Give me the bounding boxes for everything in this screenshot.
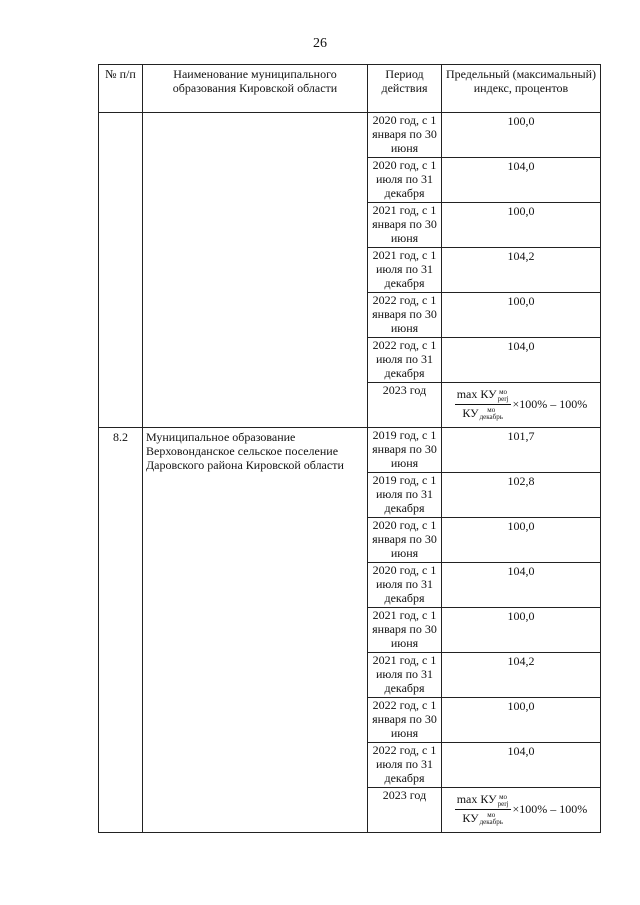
index-value: 100,0 <box>442 203 601 248</box>
formula-denominator: КУ <box>462 405 479 420</box>
index-value: 104,0 <box>442 158 601 203</box>
row-number <box>99 113 143 428</box>
period-cell: 2019 год, с 1 июля по 31 декабря <box>368 473 442 518</box>
formula-den-sup: мо <box>487 405 496 414</box>
index-value: 100,0 <box>442 113 601 158</box>
formula-rest: ×100% – 100% <box>512 802 588 816</box>
period-cell: 2022 год, с 1 января по 30 июня <box>368 293 442 338</box>
index-value: 100,0 <box>442 608 601 653</box>
index-value: 104,0 <box>442 743 601 788</box>
formula-den-sub: декабрь <box>479 412 503 421</box>
period-cell: 2022 год, с 1 июля по 31 декабря <box>368 338 442 383</box>
index-formula-cell <box>442 788 601 833</box>
formula-num-sub: perj <box>497 394 509 403</box>
period-cell: 2021 год, с 1 июля по 31 декабря <box>368 248 442 293</box>
period-cell: 2022 год, с 1 июля по 31 декабря <box>368 743 442 788</box>
formula-den-sup: мо <box>487 810 496 819</box>
header-name: Наименование муниципального образования Кировской области <box>143 65 368 113</box>
formula-rest: ×100% – 100% <box>512 397 588 411</box>
period-cell: 2020 год, с 1 января по 30 июня <box>368 518 442 563</box>
formula-num-sup: мо <box>499 387 508 396</box>
header-num: № п/п <box>99 65 143 113</box>
period-cell: 2021 год, с 1 июля по 31 декабря <box>368 653 442 698</box>
period-cell: 2022 год, с 1 января по 30 июня <box>368 698 442 743</box>
period-cell: 2023 год <box>368 788 442 833</box>
index-value: 104,2 <box>442 653 601 698</box>
municipality-name: Муниципальное образование Верховонданское сельское поселение Даровского района Кировской области <box>143 428 368 833</box>
index-formula <box>442 384 600 424</box>
header-index: Предельный (максимальный) индекс, процентов <box>442 65 601 113</box>
formula-num-sup: мо <box>499 792 508 801</box>
index-value: 104,2 <box>442 248 601 293</box>
index-value: 101,7 <box>442 428 601 473</box>
page-number: 26 <box>313 36 327 51</box>
table-row <box>99 113 601 158</box>
table-row <box>99 428 601 473</box>
index-value: 100,0 <box>442 698 601 743</box>
index-value: 102,8 <box>442 473 601 518</box>
index-formula <box>442 789 600 829</box>
period-cell: 2019 год, с 1 января по 30 июня <box>368 428 442 473</box>
tariff-index-table <box>98 64 601 833</box>
table-header-row <box>99 65 601 113</box>
formula-den-sub: декабрь <box>479 817 503 826</box>
index-value: 104,0 <box>442 338 601 383</box>
index-value: 104,0 <box>442 563 601 608</box>
row-number: 8.2 <box>99 428 143 833</box>
formula-num-sub: perj <box>497 799 509 808</box>
index-formula-cell <box>442 383 601 428</box>
municipality-name <box>143 113 368 428</box>
period-cell: 2021 год, с 1 января по 30 июня <box>368 203 442 248</box>
index-value: 100,0 <box>442 518 601 563</box>
formula-denominator: КУ <box>462 810 479 825</box>
period-cell: 2020 год, с 1 июля по 31 декабря <box>368 158 442 203</box>
index-value: 100,0 <box>442 293 601 338</box>
period-cell: 2020 год, с 1 июля по 31 декабря <box>368 563 442 608</box>
formula-numerator: max КУ <box>456 792 497 807</box>
period-cell: 2020 год, с 1 января по 30 июня <box>368 113 442 158</box>
formula-numerator: max КУ <box>456 387 497 402</box>
header-period: Период действия <box>368 65 442 113</box>
period-cell: 2023 год <box>368 383 442 428</box>
period-cell: 2021 год, с 1 января по 30 июня <box>368 608 442 653</box>
